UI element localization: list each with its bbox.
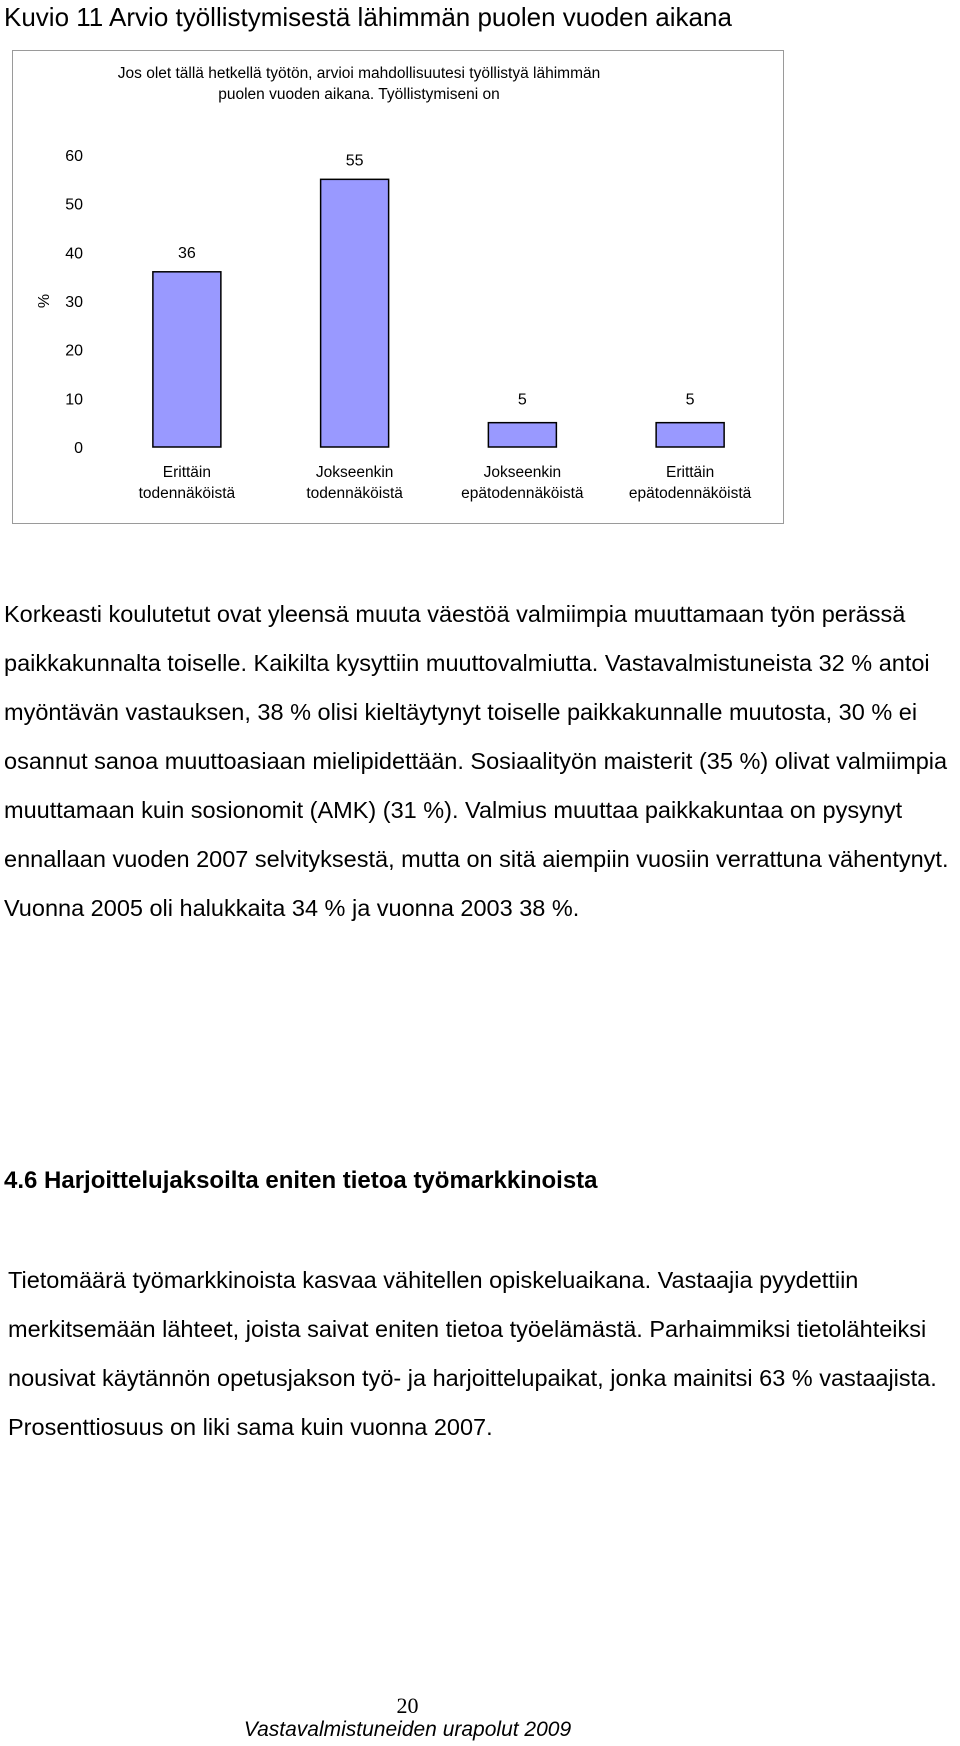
- page-number: 20: [396, 1693, 419, 1718]
- bar: [321, 179, 389, 447]
- body-paragraph-1: [4, 590, 960, 933]
- x-category-label: Erittäin: [666, 464, 715, 481]
- x-category-label: Jokseenkin: [315, 464, 394, 481]
- bar: [656, 423, 724, 447]
- x-category-label: todennäköistä: [138, 485, 236, 502]
- figure-caption: Kuvio 11 Arvio työllistymisestä lähimmän puolen vuoden aikana: [4, 2, 732, 32]
- section-heading: 4.6 Harjoittelujaksoilta eniten tietoa työmarkkinoista: [4, 1167, 598, 1194]
- y-tick-label: 10: [65, 391, 83, 409]
- paragraph-text: Korkeasti koulutetut ovat yleensä muuta väestöä valmiimpia muuttamaan työn perässä paikkakunnalta toiselle. Kaikilta kysyttiin muuttovalmiutta. Vastavalmistuneista 32 % antoi myöntävän vastauksen, 38 % olisi kieltäytynyt toiselle paikkakunnalle muutosta, 30 % ei osannut sanoa muuttoasiaan mielipidettään. Sosiaalityön maisterit (35 %) olivat valmiimpia muuttamaan kuin sosionomit (AMK) (31 %). Valmius muuttaa paikkakuntaa on pysynyt ennallaan vuoden 2007 selvityksestä, mutta on sitä aiempiin vuosiin verrattuna vähentynyt. Vuonna 2005 oli halukkaita 34 % ja vuonna 2003 38 %.: [4, 601, 949, 921]
- x-category-label: Erittäin: [162, 464, 211, 481]
- data-label: 36: [177, 244, 196, 262]
- y-tick-label: 0: [74, 440, 83, 457]
- bar-chart: [13, 51, 785, 525]
- data-label: 5: [685, 391, 695, 409]
- y-tick-label: 50: [65, 196, 83, 214]
- x-category-label: epätodennäköistä: [628, 485, 752, 502]
- y-tick-label: 30: [65, 294, 83, 311]
- bar: [488, 423, 556, 447]
- chart-title-line: puolen vuoden aikana. Työllistymiseni on: [218, 86, 500, 103]
- y-tick-label: 60: [65, 148, 83, 165]
- y-tick-label: 20: [65, 342, 83, 360]
- bar: [153, 272, 221, 447]
- chart-frame: [12, 50, 784, 524]
- x-category-label: Jokseenkin: [483, 464, 562, 481]
- data-label: 5: [517, 391, 527, 409]
- data-label: 55: [345, 152, 364, 170]
- running-footer: Vastavalmistuneiden urapolut 2009: [243, 1718, 572, 1741]
- y-tick-label: 40: [65, 245, 83, 263]
- x-category-label: todennäköistä: [306, 485, 403, 502]
- body-paragraph-2: [8, 1256, 958, 1452]
- x-category-label: epätodennäköistä: [461, 485, 584, 502]
- y-axis-label: %: [36, 293, 53, 309]
- paragraph-text: Tietomäärä työmarkkinoista kasvaa vähitellen opiskeluaikana. Vastaajia pyydettiin merkitsemään lähteet, joista saivat eniten tietoa työelämästä. Parhaimmiksi tietolähteiksi nousivat käytännön opetusjakson työ- ja harjoittelupaikat, jonka mainitsi 63 % vastaajista. Prosenttiosuus on liki sama kuin vuonna 2007.: [8, 1267, 937, 1440]
- chart-title-line: Jos olet tällä hetkellä työtön, arvioi mahdollisuutesi työllistyä lähimmän: [117, 65, 601, 82]
